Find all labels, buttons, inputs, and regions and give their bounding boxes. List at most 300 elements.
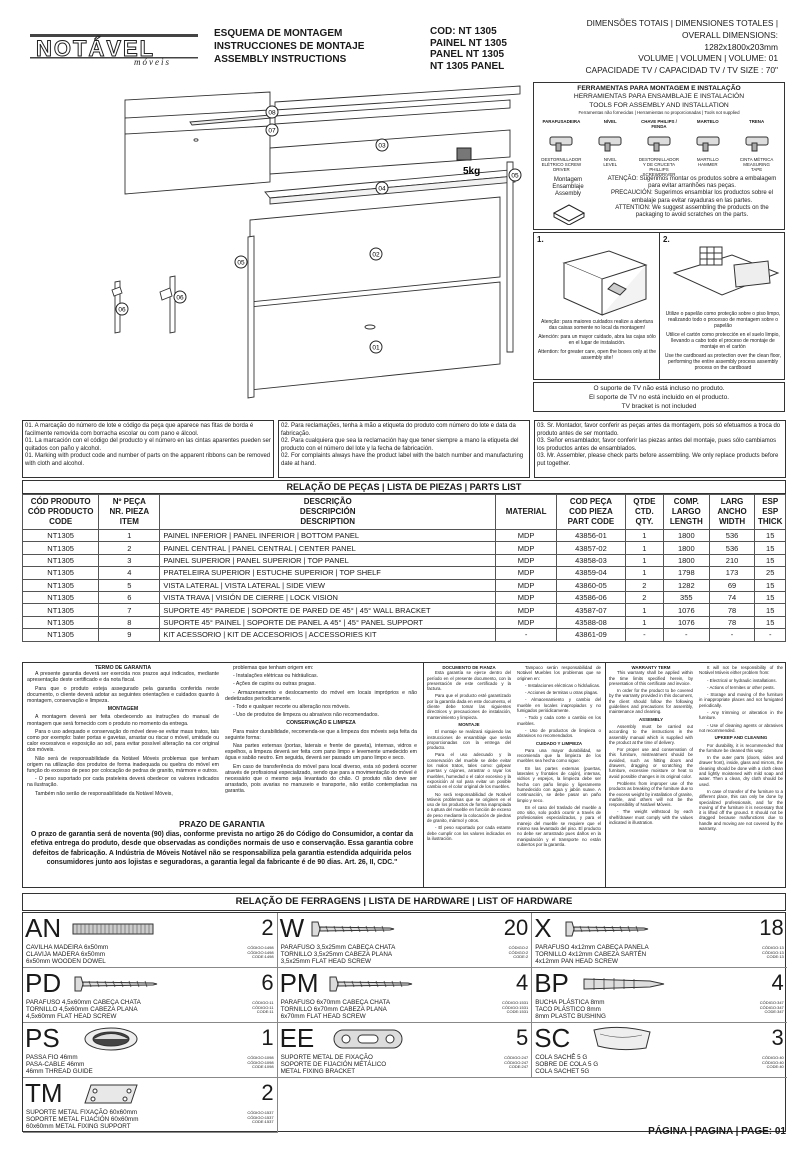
tool-translation bbox=[734, 157, 780, 173]
warranty-paragraph: - Instalações elétricas ou hidráulicas. bbox=[233, 673, 319, 680]
table-cell: 1 bbox=[625, 530, 663, 542]
table-cell: SUPORTE 45° PAREDE | SOPORTE DE PARED DE 45° | 45° WALL BRACKET bbox=[160, 604, 496, 616]
steps-divider bbox=[659, 233, 660, 379]
dims-value: 1282x1800x203mm bbox=[704, 41, 778, 52]
table-cell: NT1305 bbox=[23, 616, 99, 628]
warranty-period-title: PRAZO DE GARANTIA bbox=[179, 820, 265, 829]
hardware-ref-line: CÓDIGO:247 bbox=[504, 1059, 529, 1065]
note-01-en: 01. Marking with product code and number of parts on the apparent ribbons can be removed with cloth and alcohol. bbox=[25, 453, 271, 467]
hardware-code: PS bbox=[25, 1023, 60, 1053]
tool-translation-line: HAMMER bbox=[698, 161, 718, 167]
warranty-pt-col1 bbox=[27, 665, 219, 799]
hardware-code: AN bbox=[25, 913, 62, 943]
warranty-paragraph: - Almacenamiento y cambio del mueble en locales inapropiados y no fumigados periódicamente. bbox=[517, 697, 601, 714]
label-02-text: 02 bbox=[372, 251, 380, 259]
parts-header-cell bbox=[625, 495, 663, 530]
hardware-ref-line: CÓDIGO:2 bbox=[508, 945, 529, 950]
tool-label: NÍVEL bbox=[603, 118, 617, 124]
hardware-ref-line: CÓDIGO:1098 bbox=[247, 1059, 274, 1065]
hardware-ref-line: CODE:13 bbox=[766, 954, 784, 960]
hardware-description bbox=[535, 1054, 598, 1076]
warranty-paragraph: In case of transfer of the furniture to a different place, this can only be done by specialized professionals, and for the moving of the furniture it is necessary that it is lifted off the ground. It should not be dragged because malfunctions due to handle and moving are not covered by the warranty. bbox=[699, 788, 783, 832]
tv-note-en: TV bracket is not included bbox=[621, 403, 697, 410]
volume: VOLUME | VOLUMEN | VOLUME: 01 bbox=[638, 53, 778, 64]
warranty-paragraph: This warranty shall be applied within the time limits specified herein, by presentation of this certificate and invoice. bbox=[609, 670, 693, 686]
steps-box bbox=[533, 232, 785, 380]
parts-header-line: COMP. bbox=[673, 497, 699, 506]
hardware-quantity: 4 bbox=[771, 970, 784, 995]
hardware-description-line: 3,5x25mm FLAT HEAD SCREW bbox=[280, 958, 371, 966]
hardware-ref-code bbox=[762, 1056, 784, 1070]
table-cell: 43859-04 bbox=[557, 567, 626, 579]
table-cell: MDP bbox=[496, 530, 557, 542]
label-06-right-text: 06 bbox=[176, 294, 184, 302]
table-cell: PAINEL SUPERIOR | PANEL SUPERIOR | TOP PANEL bbox=[160, 554, 496, 566]
hardware-item bbox=[532, 913, 787, 968]
table-cell: 536 bbox=[709, 530, 755, 542]
tool-item bbox=[685, 119, 731, 178]
hardware-ref-line: CÓDIGO:2 bbox=[508, 949, 529, 955]
hardware-description-line: 46mm THREAD GUIDE bbox=[26, 1068, 93, 1076]
hardware-ref-line: CÓDIGO:11 bbox=[252, 1004, 274, 1010]
hardware-code: SC bbox=[534, 1023, 571, 1053]
hardware-description-line: 6x50mm WOODEN DOWEL bbox=[26, 958, 106, 966]
tool-translation-line: CINTA MÉTRICA bbox=[739, 156, 774, 162]
warranty-paragraph: - Ações de cupins ou outras pragas. bbox=[233, 681, 316, 688]
hardware-item bbox=[23, 913, 278, 968]
tv-note bbox=[533, 382, 785, 412]
hardware-code: X bbox=[534, 913, 552, 943]
table-cell: 1800 bbox=[663, 542, 709, 554]
warranty-paragraph: In order for the product to be covered by the warranty provided in this document, the client should follow the following guidelines and precautions for assembly, maintenance and cleaning. bbox=[609, 688, 693, 715]
title-es: INSTRUCCIONES DE MONTAJE bbox=[214, 41, 365, 52]
note-03-es: 03. Señor ensamblador, favor conferir las piezas antes del montaje, pues sólo cambiamos los productos antes de ensamblados. bbox=[537, 438, 777, 452]
parts-header-cell bbox=[99, 495, 160, 530]
warranty-paragraph: For durability, it is recommended that the furniture be cleaned this way: bbox=[699, 742, 783, 753]
warranty-paragraph: A presente garantia deverá ser exercida nos prazos aqui indicados, mediante apresentação deste certificado e da nota fiscal. bbox=[27, 671, 219, 684]
table-cell: 15 bbox=[755, 579, 786, 591]
hardware-code: PM bbox=[279, 968, 319, 998]
table-cell: MDP bbox=[496, 554, 557, 566]
parts-header-line: THICK bbox=[757, 517, 783, 526]
hardware-item bbox=[23, 1023, 278, 1078]
label-08 bbox=[266, 106, 278, 118]
warranty-subheading: CUIDADO Y LIMPIEZA bbox=[535, 740, 583, 746]
hardware-code: BP bbox=[534, 968, 569, 998]
parts-header-line: LARG bbox=[720, 497, 744, 506]
header bbox=[0, 0, 808, 82]
hardware-description-line: PARAFUSO 3,5x25mm CABEÇA CHATA bbox=[280, 944, 396, 951]
parts-header-cell bbox=[709, 495, 755, 530]
note-01-es: 01. La marcación con el código del producto y el número en las cintas aparentes pueden ser quitados con paño y alcohol. bbox=[25, 438, 271, 452]
hardware-description bbox=[281, 1054, 387, 1076]
hardware-code: TM bbox=[25, 1078, 63, 1108]
product-code: COD: NT 1305 bbox=[430, 26, 497, 37]
hardware-description bbox=[281, 944, 396, 966]
tool-translation-line: LEVEL bbox=[603, 161, 618, 167]
tool-translation-line: SCREWDRIVER bbox=[642, 172, 676, 178]
table-cell: 43857-02 bbox=[557, 542, 626, 554]
warranty-subheading: MONTAJE bbox=[458, 721, 480, 727]
step-2-pt: Utilize o papelão como proteção sobre o piso limpo, realizando todo o processo de montagem sobre o papelão bbox=[665, 311, 781, 329]
note-03-pt: 03. Sr. Montador, favor conferir as peças antes da montagem, pois só efetuamos a troca do produto antes de ser montado. bbox=[537, 423, 781, 437]
hardware-ref-line: CÓDIGO:1531 bbox=[501, 1000, 529, 1005]
warranty-paragraph: - Storage and moving of the furniture in inappropriate places and not fumigated periodically. bbox=[699, 692, 783, 708]
hardware-quantity: 2 bbox=[261, 1080, 274, 1105]
label-06-left-text: 06 bbox=[118, 306, 126, 314]
parts-header-line: DESCRIÇÃO bbox=[303, 497, 352, 506]
warranty-paragraph: Para el uso adecuado y la conservación del mueble se debe evitar los malos tratos, tales como: golpear puertas y cajones, arrastrar o rayar los muebles, humedad o el calor excesivo y la exposición al sol para evitar un posible cambio en el color original de los muebles. bbox=[427, 752, 511, 790]
hardware-description-line: SUPORTE METAL FIXAÇÃO 60x60mm bbox=[26, 1109, 138, 1116]
hardware-description bbox=[26, 944, 108, 966]
hardware-description-line: PASSA FIO 46mm bbox=[26, 1054, 78, 1061]
table-cell: - bbox=[663, 629, 709, 641]
brand-logo bbox=[30, 22, 200, 66]
step-1-text bbox=[537, 319, 657, 361]
step-2-number: 2. bbox=[663, 235, 670, 244]
warranty-paragraph: problemas que tenham origem em: bbox=[233, 665, 314, 671]
warranty-paragraph: - Uso de productos de limpieza o abrasivos no recomendados. bbox=[517, 727, 601, 739]
tool-translation-line: Y DE CRUCETA bbox=[642, 161, 676, 167]
tool-translation-line: DESTORNILLADOR bbox=[638, 156, 680, 162]
hardware-grid bbox=[22, 912, 786, 1132]
table-cell: NT1305 bbox=[23, 542, 99, 554]
product-codes bbox=[430, 26, 520, 72]
hardware-icon bbox=[580, 1026, 700, 1052]
hardware-icon bbox=[308, 916, 428, 942]
parts-header-cell bbox=[496, 495, 557, 530]
table-cell: 4 bbox=[99, 567, 160, 579]
warranty-paragraph: - El peso soportado por cada estante debe cumplir con los valores indicados en la ilustración. bbox=[427, 825, 511, 841]
warranty-en-col1 bbox=[609, 665, 693, 827]
dims-label: DIMENSÕES TOTAIS | DIMENSIONES TOTALES | bbox=[586, 18, 778, 28]
table-cell: 15 bbox=[755, 542, 786, 554]
table-row bbox=[23, 579, 786, 591]
hardware-ref-line: CÓDIGO:1498 bbox=[247, 949, 274, 955]
table-cell: 5 bbox=[99, 579, 160, 591]
hardware-ref-code bbox=[504, 1056, 528, 1070]
label-05-left bbox=[235, 256, 247, 268]
table-cell: NT1305 bbox=[23, 530, 99, 542]
tool-translation bbox=[685, 157, 731, 168]
tool-translation-line: TAPE bbox=[751, 167, 763, 173]
parts-header-cell bbox=[755, 495, 786, 530]
part-06-right bbox=[170, 276, 175, 333]
note-02-pt: 02. Para reclamações, tenha à mão a etiqueta do produto com número do lote e data da fabricação. bbox=[281, 423, 516, 437]
table-cell: - bbox=[625, 629, 663, 641]
warranty-paragraph: - Todo e qualquer recorte ou alteração nos móveis. bbox=[233, 704, 350, 711]
table-cell: 25 bbox=[755, 567, 786, 579]
tool-item bbox=[636, 119, 682, 178]
table-cell: 78 bbox=[709, 604, 755, 616]
attention-pt: ATENÇÃO: Sugerimos montar os produtos sobre a embalagem para evitar arranhões nas peças. bbox=[607, 176, 777, 190]
parts-header-line: QTY. bbox=[635, 517, 654, 526]
hardware-icon bbox=[71, 916, 191, 942]
warranty-paragraph: For proper use and conservation of this furniture, mistreatment should be avoided, such as hitting doors and drawers, dragging or scratching the furniture, excessive moisture or heat to avoid possible changes in its original color. bbox=[609, 747, 693, 779]
hardware-icon bbox=[326, 971, 446, 997]
label-04 bbox=[376, 182, 388, 194]
label-03-text: 03 bbox=[378, 142, 386, 150]
hardware-ref-line: CÓDIGO:247 bbox=[504, 1055, 529, 1060]
table-cell: 43586-06 bbox=[557, 591, 626, 603]
assembly-label bbox=[538, 177, 598, 198]
parts-header-line: MATERIAL bbox=[505, 507, 547, 516]
hardware-ref-code bbox=[247, 1111, 273, 1125]
table-cell: 78 bbox=[709, 616, 755, 628]
warranty-paragraph: It will not be responsibility of the Notável Móveis either problem from: bbox=[699, 665, 783, 676]
label-05-left-text: 05 bbox=[237, 259, 245, 267]
hardware-ref-line: CODE:1098 bbox=[252, 1064, 274, 1070]
warranty-subheading: MONTAGEM bbox=[107, 706, 139, 713]
step-2-es: Utilice el cartón como protección en el suelo limpio, llevando a cabo todo el proceso de montaje de montaje en el cartón bbox=[666, 332, 780, 350]
hardware-ref-line: CODE:247 bbox=[508, 1064, 529, 1070]
table-cell: 43861-09 bbox=[557, 629, 626, 641]
warranty-paragraph: Problems from improper use of the products as breaking of the furniture due to the excess weight by installation of granite, marble, and others will not be the responsibility of Notável Móveis. bbox=[609, 780, 693, 808]
note-02 bbox=[278, 420, 530, 478]
hardware-item bbox=[532, 968, 787, 1023]
parts-header-cell bbox=[663, 495, 709, 530]
tool-translation-line: PHILLIPS bbox=[649, 167, 669, 173]
table-cell: MDP bbox=[496, 604, 557, 616]
tool-translation bbox=[538, 157, 584, 173]
table-cell: 43860-05 bbox=[557, 579, 626, 591]
table-cell: 1 bbox=[625, 616, 663, 628]
hardware-quantity: 2 bbox=[261, 915, 274, 940]
table-cell: 1076 bbox=[663, 604, 709, 616]
label-07 bbox=[266, 124, 278, 136]
hardware-ref-code bbox=[509, 946, 529, 960]
parts-header-cell bbox=[23, 495, 99, 530]
tool-translation-line: MARTILLO bbox=[696, 156, 719, 162]
table-cell: VISTA TRAVA | VISIÓN DE CIERRE | LOCK VISION bbox=[160, 591, 496, 603]
hardware-ref-line: CÓDIGO:347 bbox=[759, 1004, 784, 1010]
label-04-text: 04 bbox=[378, 185, 386, 193]
parts-header-line: ITEM bbox=[119, 517, 139, 526]
tools-note: Ferramentas não fornecidas | Herramientas no proporcionadas | Tools not supplied bbox=[578, 110, 740, 116]
table-cell: 43587-07 bbox=[557, 604, 626, 616]
hardware-description-line: BUCHA PLÁSTICA 8mm bbox=[535, 999, 605, 1006]
table-cell: 1282 bbox=[663, 579, 709, 591]
hardware-ref-line: CODE:1498 bbox=[252, 954, 274, 960]
warranty-paragraph: - Instalaciones eléctricas o hidráulicas. bbox=[525, 682, 601, 688]
warranty-paragraph: Também não serão de responsabilidade da Notável Móveis, bbox=[35, 790, 173, 797]
warranty-paragraph: Nas partes externas (portas, laterais e frente de gaveta), internas, vidros e espelhos, a limpeza deverá ser feita com pano limpo e levemente umedecido em água e sabão neutro. Em seguida, deverá ser passado um pano limpo e seco. bbox=[225, 743, 417, 762]
warranty-pt-title: TERMO DE GARANTIA bbox=[94, 665, 152, 671]
label-07-text: 07 bbox=[268, 127, 276, 135]
hardware-description-line: SOPORTE DE FIJACIÓN METÁLICO bbox=[280, 1061, 387, 1069]
label-01 bbox=[370, 341, 382, 353]
table-cell: 15 bbox=[755, 604, 786, 616]
warranty-paragraph: - O peso suportado por cada prateleira deverá obedecer os valores indicados na ilustração. bbox=[27, 776, 219, 789]
parts-header-line: QTDE bbox=[633, 497, 656, 506]
table-cell: MDP bbox=[496, 579, 557, 591]
hardware-item bbox=[532, 1023, 787, 1078]
parts-header-line: LENGTH bbox=[669, 517, 703, 526]
attention-text bbox=[602, 176, 782, 219]
hardware-quantity: 18 bbox=[759, 915, 784, 940]
warranty-paragraph: El montaje se realizará siguiendo las instrucciones de ensamblaje que serán proporcionadas con la entrega del producto. bbox=[427, 729, 511, 751]
warranty-es-title: DOCUMENTO DE FIANZA bbox=[442, 665, 496, 670]
table-cell: VISTA LATERAL | VISTA LATERAL | SIDE VIEW bbox=[160, 579, 496, 591]
tool-translation bbox=[636, 157, 682, 178]
table-cell: NT1305 bbox=[23, 629, 99, 641]
label-06-right bbox=[174, 291, 186, 303]
warranty-paragraph: - Any trimming or alteration in the furniture. bbox=[699, 710, 783, 721]
hardware-description bbox=[26, 1054, 93, 1076]
tool-item bbox=[538, 119, 584, 178]
warranty-en-title: WARRANTY TERM bbox=[631, 665, 671, 670]
note-02-es: 02. Para cualquiera que sea la reclamación hay que tener siempre a mano la etiqueta del producto con el número del lote y la fecha de fabricación. bbox=[281, 438, 519, 452]
tool-icon bbox=[595, 130, 625, 152]
assembly-label-en: Assembly bbox=[554, 191, 581, 197]
tool-label: MARTELO bbox=[696, 118, 719, 124]
tool-icon bbox=[644, 130, 674, 152]
table-cell: 15 bbox=[755, 591, 786, 603]
dimensions-block bbox=[518, 18, 778, 77]
warranty-box bbox=[22, 662, 786, 888]
table-cell: 1 bbox=[625, 554, 663, 566]
table-cell: MDP bbox=[496, 542, 557, 554]
step-2-illustration bbox=[672, 243, 780, 315]
hardware-item bbox=[278, 1023, 533, 1078]
warranty-paragraph: Em caso de transferência do móvel para local diverso, esta só poderá ocorrer através de profissional especializado, sendo que para a movimentação do móvel é necessário que o mesmo seja levantado do chão. O produto não deve ser arrastado, pois avarias no manuseio e transporte, não estão contempladas na garantia. bbox=[225, 763, 417, 795]
tool-translation-line: DRIVER bbox=[553, 167, 570, 173]
hardware-title: RELAÇÃO DE FERRAGENS | LISTA DE HARDWARE | LIST OF HARDWARE bbox=[22, 893, 786, 911]
table-cell: 15 bbox=[755, 616, 786, 628]
parts-header-line: COD PEÇA bbox=[569, 497, 613, 506]
table-cell: 2 bbox=[625, 579, 663, 591]
tool-icon bbox=[693, 130, 723, 152]
table-cell: - bbox=[755, 629, 786, 641]
warranty-es-col1 bbox=[427, 665, 511, 843]
hardware-ref-code bbox=[252, 1001, 274, 1015]
assembly-label-pt: Montagem bbox=[553, 177, 583, 183]
parts-header-cell bbox=[557, 495, 626, 530]
assembly-label-es: Ensamblaje bbox=[552, 184, 584, 190]
parts-header-line: ANCHO bbox=[717, 507, 747, 516]
tv-capacity: CAPACIDADE TV / CAPACIDAD TV / TV SIZE : 70" bbox=[585, 65, 778, 76]
hardware-quantity: 4 bbox=[515, 970, 529, 995]
warranty-subheading: UPKEEP AND CLEANING bbox=[714, 735, 768, 741]
parts-body bbox=[23, 530, 786, 642]
table-cell: 173 bbox=[709, 567, 755, 579]
tool-icon bbox=[742, 130, 772, 152]
warranty-es-col2 bbox=[517, 665, 601, 849]
warranty-paragraph: En el caso del traslado del mueble a otro sitio, solo podrá ocurrir a través de profesionales especializados, y para el manejo del mueble se requiere que el mismo sea levantado del piso. El producto no debe ser arrastrado pues daños en la manipulación y el transporte no están cubiertos por la garantía. bbox=[517, 804, 601, 847]
warranty-paragraph: En las partes externas (puertas, laterales y frontales de cajón), internas, vidrios y espejos, la limpieza debe ser hecha con paño limpio y ligeramente humedecido con agua y jabón suave. A continuación, se debe pasar un paño limpio y seco. bbox=[517, 765, 601, 803]
table-row bbox=[23, 530, 786, 542]
table-cell: 9 bbox=[99, 629, 160, 641]
hardware-ref-line: CÓDIGO:1498 bbox=[247, 945, 274, 950]
hardware-description-line: CLAVIJA MADERA 6x50mm bbox=[26, 951, 105, 959]
hardware-ref-line: CODE:347 bbox=[764, 1009, 784, 1015]
hardware-ref-line: CÓDIGO:1537 bbox=[247, 1114, 274, 1120]
table-cell: 1 bbox=[625, 567, 663, 579]
parts-header-line: DESCRIPCIÓN bbox=[299, 507, 356, 516]
table-cell: NT1305 bbox=[23, 591, 99, 603]
hardware-description-line: PARAFUSO 6x70mm CABEÇA CHATA bbox=[280, 999, 391, 1006]
table-cell: 210 bbox=[709, 554, 755, 566]
table-cell: 43858-03 bbox=[557, 554, 626, 566]
hardware-icon bbox=[71, 1081, 191, 1107]
warranty-paragraph: - Actions of termites or other pests. bbox=[707, 684, 775, 690]
hardware-description-line: COLA SACHET 5G bbox=[535, 1068, 590, 1076]
warranty-paragraph: - Armazenamento e deslocamento do móvel em locais impróprios e não dedetizados periodicamente. bbox=[225, 689, 417, 702]
table-cell: 2 bbox=[99, 542, 160, 554]
tool-translation bbox=[587, 157, 633, 168]
table-row bbox=[23, 604, 786, 616]
label-03 bbox=[376, 139, 388, 151]
table-row bbox=[23, 629, 786, 641]
warranty-paragraph: Não será de responsabilidade da Notável Móveis problemas que tenham origem na utilização dos produtos de forma inadequada ou quebra do móvel em função do excesso de peso por colocação de pedras de granito, mármore e outros. bbox=[27, 755, 219, 775]
hardware-description bbox=[26, 999, 141, 1021]
parts-header-line: CODE bbox=[49, 517, 73, 526]
hardware-description-line: PARAFUSO 4x12mm CABEÇA PANELA bbox=[535, 944, 649, 951]
parts-header-line: WIDTH bbox=[718, 517, 746, 526]
hardware-ref-line: CÓDIGO:11 bbox=[252, 1000, 274, 1005]
hardware-icon bbox=[326, 1026, 446, 1052]
table-cell: 3 bbox=[99, 554, 160, 566]
warranty-paragraph: - Acciones de termitas u otras plagas. bbox=[525, 690, 599, 696]
warranty-paragraph: Para maior durabilidade, recomenda-se que a limpeza dos móveis seja feita da seguinte forma: bbox=[225, 728, 417, 741]
hardware-description-line: 4x12mm PAN HEAD SCREW bbox=[535, 958, 618, 966]
table-cell: NT1305 bbox=[23, 554, 99, 566]
hardware-ref-line: CÓDIGO:1537 bbox=[247, 1110, 274, 1115]
warranty-paragraph: Para o uso adequado e conservação do móvel deve-se evitar maus tratos, tais como por exemplo: bater portas e gavetas, arrastar ou riscar o móvel, umidade ou calor excessivos e exposição ao sol, para evitar possível alteração na cor original dos móveis. bbox=[27, 728, 219, 754]
hardware-ref-code bbox=[247, 1056, 273, 1070]
step-1-illustration bbox=[554, 243, 654, 323]
step-1-pt: Atenção: para maiores cuidados realize a abertura das caixas somente no local da montagem! bbox=[540, 319, 653, 331]
note-03 bbox=[534, 420, 786, 478]
table-cell: NT1305 bbox=[23, 579, 99, 591]
hardware-ref-line: CODE:40 bbox=[766, 1064, 784, 1070]
table-cell: 355 bbox=[663, 591, 709, 603]
tool-translation-line: MEASURING bbox=[743, 161, 770, 167]
hardware-item bbox=[23, 968, 278, 1023]
hardware-ref-line: CODE:1531 bbox=[506, 1009, 529, 1015]
brand-subtitle: móveis bbox=[134, 57, 171, 66]
hardware-item bbox=[23, 1078, 278, 1133]
warranty-paragraph: Assembly must be carried out according to the instructions in the assembly manual which is supplied with the product at the time of delivery. bbox=[609, 723, 693, 745]
note-01-pt: 01. A marcação do número de lote e código da peça que aparece nas fitas de borda é facilmente removida com borracha escolar ou com pano e álcool. bbox=[25, 423, 254, 437]
table-cell: PRATELEIRA SUPERIOR | ESTUCHE SUPERIOR | TOP SHELF bbox=[160, 567, 496, 579]
parts-table bbox=[22, 494, 786, 642]
table-row bbox=[23, 591, 786, 603]
parts-header-line: DESCRIPTION bbox=[300, 517, 356, 526]
parts-title: RELAÇÃO DE PEÇAS | LISTA DE PIEZAS | PARTS LIST bbox=[22, 480, 786, 494]
tools-title-pt: FERRAMENTAS PARA MONTAGEM E INSTALAÇÃO bbox=[577, 85, 741, 92]
parts-header-line: COD PIEZA bbox=[569, 507, 613, 516]
table-cell: 1076 bbox=[663, 616, 709, 628]
parts-header-line: CTD. bbox=[635, 507, 654, 516]
hardware-description-line: 60x60mm METAL FIXING SUPPORT bbox=[26, 1123, 131, 1131]
warranty-paragraph: A montagem deverá ser feita obedecendo as instruções do manual de montagem que será fornecido com o produto no momento da entrega. bbox=[27, 714, 219, 727]
page-number: PÁGINA | PAGINA | PAGE: 01 bbox=[648, 1126, 786, 1137]
assembled-panel bbox=[125, 92, 270, 194]
hardware-ref-line: CÓDIGO:1531 bbox=[501, 1004, 529, 1010]
step-2-text bbox=[663, 311, 783, 371]
hardware-icon bbox=[580, 971, 700, 997]
parts-header-line: ESP bbox=[762, 497, 779, 506]
tools-title-en: TOOLS FOR ASSEMBLY AND INSTALLATION bbox=[589, 101, 729, 109]
hardware-ref-code bbox=[762, 946, 784, 960]
hardware-description-line: 6x70mm FLAT HEAD SCREW bbox=[280, 1013, 366, 1021]
hardware-item bbox=[278, 968, 533, 1023]
note-02-en: 02. For complaints always have the product label with the batch number and manufacturing date at hand. bbox=[281, 453, 524, 467]
hardware-description-line: PARAFUSO 4,5x60mm CABEÇA CHATA bbox=[26, 999, 141, 1006]
table-cell: MDP bbox=[496, 591, 557, 603]
hardware-code: W bbox=[279, 913, 305, 943]
